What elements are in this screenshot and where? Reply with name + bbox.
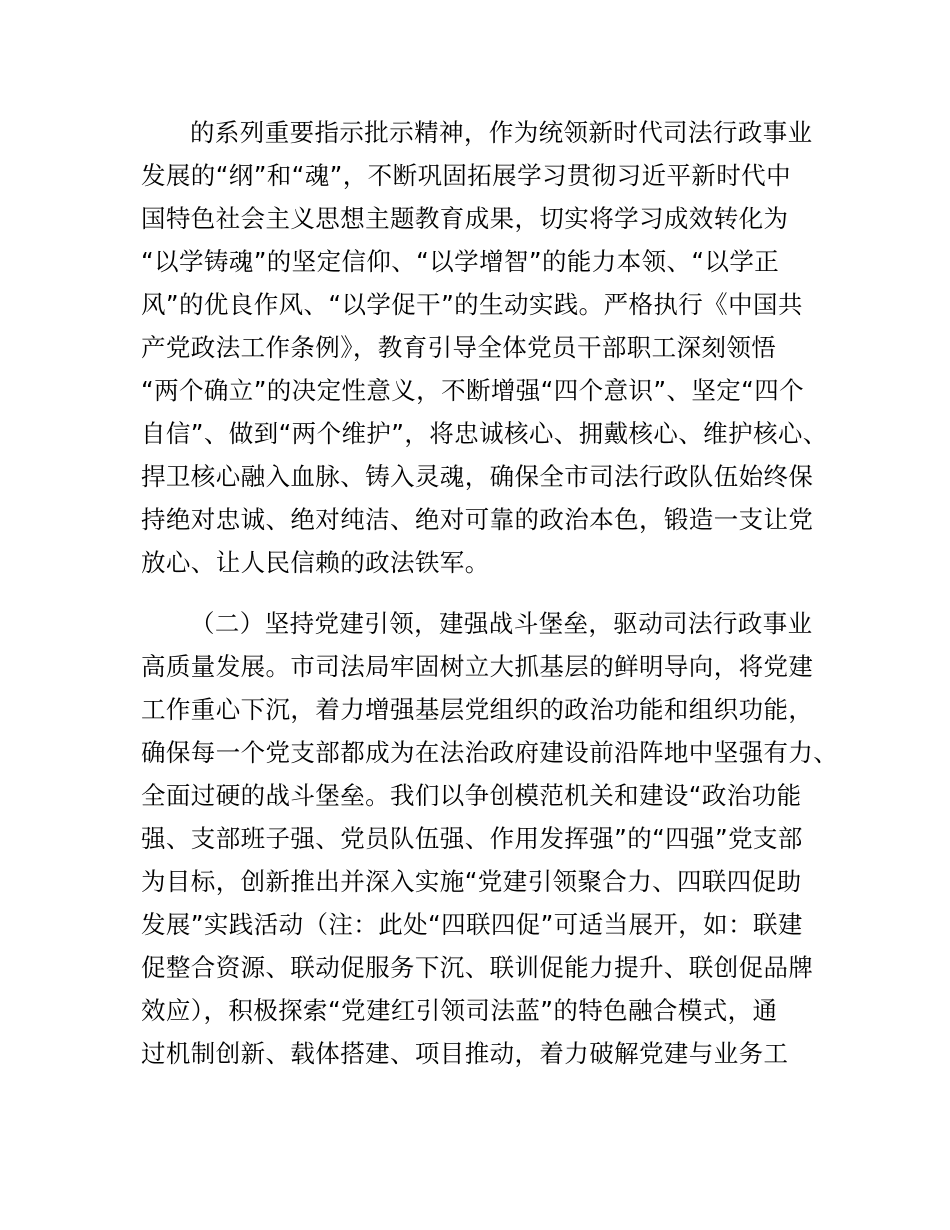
paragraph-2-line-3: 工作重心下沉，着力增强基层党组织的政治功能和组织功能， [141, 695, 814, 724]
paragraph-2-line-10: 效应），积极探索“党建红引领司法蓝”的特色融合模式，通 [141, 996, 778, 1025]
paragraph-1-line-4: “以学铸魂”的坚定信仰、“以学增智”的能力本领、“以学正 [141, 247, 780, 276]
paragraph-1-line-2: 发展的“纲”和“魂”，不断巩固拓展学习贯彻习近平新时代中 [141, 161, 791, 190]
paragraph-2-line-11: 过机制创新、载体搭建、项目推动，着力破解党建与业务工 [141, 1039, 789, 1068]
paragraph-1-line-3: 国特色社会主义思想主题教育成果，切实将学习成效转化为 [141, 204, 789, 233]
paragraph-1-line-11: 放心、让人民信赖的政法铁军。 [141, 548, 490, 577]
paragraph-2-line-2: 高质量发展。市司法局牢固树立大抓基层的鲜明导向，将党建 [141, 652, 814, 681]
paragraph-2-line-8: 发展”实践活动（注：此处“四联四促”可适当展开，如：联建 [141, 910, 803, 939]
paragraph-2-line-7: 为目标，创新推出并深入实施“党建引领聚合力、四联四促助 [141, 867, 802, 896]
paragraph-1-line-5: 风”的优良作风、“以学促干”的生动实践。严格执行《中国共 [141, 290, 803, 319]
paragraph-1-line-6: 产党政法工作条例》，教育引导全体党员干部职工深刻领悟 [141, 333, 777, 362]
paragraph-2-line-1: （二）坚持党建引领，建强战斗堡垒，驱动司法行政事业 [190, 609, 813, 638]
paragraph-1-line-10: 持绝对忠诚、绝对纯洁、绝对可靠的政治本色，锻造一支让党 [141, 505, 814, 534]
paragraph-1-line-9: 捍卫核心融入血脉、铸入灵魂，确保全市司法行政队伍始终保 [141, 462, 814, 491]
paragraph-1-line-1: 的系列重要指示批示精神，作为统领新时代司法行政事业 [190, 118, 813, 147]
paragraph-2-line-6: 强、支部班子强、党员队伍强、作用发挥强”的“四强”党支部 [141, 824, 803, 853]
paragraph-2-line-5: 全面过硬的战斗堡垒。我们以争创模范机关和建设“政治功能 [141, 781, 802, 810]
paragraph-2-line-9: 促整合资源、联动促服务下沉、联训促能力提升、联创促品牌 [141, 953, 814, 982]
paragraph-1-line-8: 自信”、做到“两个维护”，将忠诚核心、拥戴核心、维护核心、 [141, 419, 828, 448]
paragraph-2-line-4: 确保每一个党支部都成为在法治政府建设前沿阵地中坚强有力、 [141, 738, 839, 767]
paragraph-1-line-7: “两个确立”的决定性意义，不断增强“四个意识”、坚定“四个 [141, 376, 805, 405]
